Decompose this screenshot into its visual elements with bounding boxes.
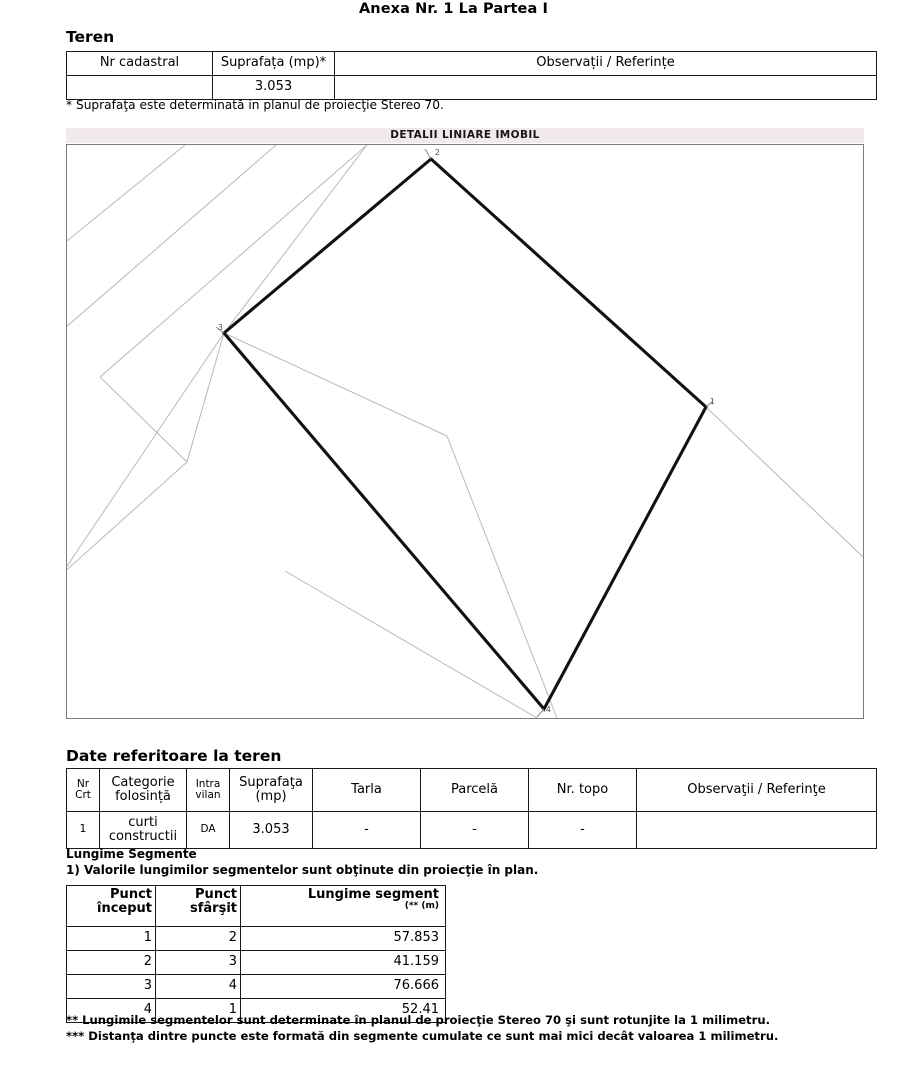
vertex-label-3: 3 <box>218 323 223 332</box>
cell-suprafata: 3.053 <box>213 76 335 100</box>
th-tarla: Tarla <box>313 769 421 812</box>
cell-end-point: 3 <box>156 951 241 975</box>
segmente-footnote-3: *** Distanţa dintre puncte este formată din segmente cumulate ce sunt mai mici decât valoarea 1 milimetru. <box>66 1029 779 1043</box>
table-header-row <box>67 886 446 927</box>
th-nr-topo: Nr. topo <box>529 769 637 812</box>
th-intravilan-line1: Intra <box>195 777 221 790</box>
teren-heading: Teren <box>66 28 115 46</box>
lungime-segmente-heading: Lungime Segmente <box>66 847 197 861</box>
neighbor-parcel-lines <box>67 145 863 718</box>
teren-table <box>66 51 877 100</box>
cell-observatii <box>335 76 877 100</box>
vertex-label-2: 2 <box>435 148 440 157</box>
th-punct-sfarsit-line2: sfârşit <box>190 901 237 917</box>
cell-start-point: 1 <box>67 927 156 951</box>
parcel-outline <box>224 159 706 709</box>
page-title: Anexa Nr. 1 La Partea I <box>358 1 548 17</box>
table-header-row <box>67 52 877 76</box>
th-suprafata: Suprafața (mp)* <box>213 52 335 76</box>
th-intravilan <box>187 769 230 812</box>
th-nr-crt-line2: Crt <box>75 789 91 801</box>
th-punct-inceput-line2: început <box>96 901 152 917</box>
lungime-segmente-note: 1) Valorile lungimilor segmentelor sunt obţinute din proiecţie în plan. <box>66 863 539 877</box>
th-lungime-unit: (** (m) <box>404 901 439 912</box>
th-nr-crt-line1: Nr <box>76 777 90 790</box>
cell-segment-length: 57.853 <box>241 927 446 951</box>
lungime-segmente-table <box>66 885 446 1023</box>
cadastral-plan-drawing <box>67 145 863 718</box>
th-nr-cadastral: Nr cadastral <box>67 52 213 76</box>
th-parcela: Parcelă <box>421 769 529 812</box>
th-punct-sfarsit-line1: Punct <box>195 887 237 902</box>
th-categorie-line2: folosință <box>115 789 171 804</box>
th-punct-inceput <box>67 886 156 927</box>
th-suprafata <box>230 769 313 812</box>
th-lungime-line1: Lungime segment <box>307 887 439 902</box>
th-observatii: Observații / Referințe <box>335 52 877 76</box>
th-lungime-segment <box>241 886 446 927</box>
th-suprafata-line1: Suprafaţa <box>239 774 303 790</box>
cell-segment-length: 76.666 <box>241 975 446 999</box>
table-row <box>67 951 446 975</box>
vertex-label-1: 1 <box>710 397 715 406</box>
cell-start-point: 4 <box>67 999 156 1023</box>
vertex-ticks <box>216 149 713 717</box>
table-row <box>67 975 446 999</box>
segmente-footnote-2: ** Lungimile segmentelor sunt determinate în planul de proiecţie Stereo 70 şi sunt rotunjite la 1 milimetru. <box>66 1013 770 1027</box>
cell-end-point: 4 <box>156 975 241 999</box>
cell-start-point: 3 <box>67 975 156 999</box>
cell-segment-length: 52.41 <box>241 999 446 1023</box>
cell-end-point: 2 <box>156 927 241 951</box>
cell-tarla: - <box>313 812 421 849</box>
map-banner-title: DETALII LINIARE IMOBIL <box>66 128 864 143</box>
cell-end-point: 1 <box>156 999 241 1023</box>
map-container <box>66 128 864 719</box>
th-nr-crt <box>67 769 100 812</box>
cell-parcela: - <box>421 812 529 849</box>
cell-categorie-line2: constructii <box>108 829 178 844</box>
cell-suprafata: 3.053 <box>230 812 313 849</box>
cell-nr-topo: - <box>529 812 637 849</box>
cell-start-point: 2 <box>67 951 156 975</box>
cell-observatii <box>637 812 877 849</box>
table-header-row <box>67 769 877 812</box>
th-suprafata-line2: (mp) <box>255 789 287 804</box>
date-teren-heading: Date referitoare la teren <box>66 747 282 765</box>
cell-nr-crt: 1 <box>67 812 100 849</box>
th-observatii: Observaţii / Referinţe <box>637 769 877 812</box>
cell-categorie-line1: curti <box>128 814 158 830</box>
teren-footnote: * Suprafaţa este determinată in planul de proiecţie Stereo 70. <box>66 98 444 112</box>
map-frame <box>66 144 864 719</box>
table-row <box>67 812 877 849</box>
cell-intravilan: DA <box>187 812 230 849</box>
table-row <box>67 927 446 951</box>
date-referitoare-la-teren-table <box>66 768 877 849</box>
th-punct-sfarsit <box>156 886 241 927</box>
cell-nr-cadastral <box>67 76 213 100</box>
cell-segment-length: 41.159 <box>241 951 446 975</box>
table-row <box>67 76 877 100</box>
th-categorie-line1: Categorie <box>111 774 175 790</box>
th-punct-inceput-line1: Punct <box>110 887 152 902</box>
vertex-label-4: 4 <box>546 705 551 714</box>
th-categorie-folosinta <box>100 769 187 812</box>
cell-categorie-folosinta <box>100 812 187 849</box>
th-intravilan-line2: vilan <box>195 789 221 801</box>
